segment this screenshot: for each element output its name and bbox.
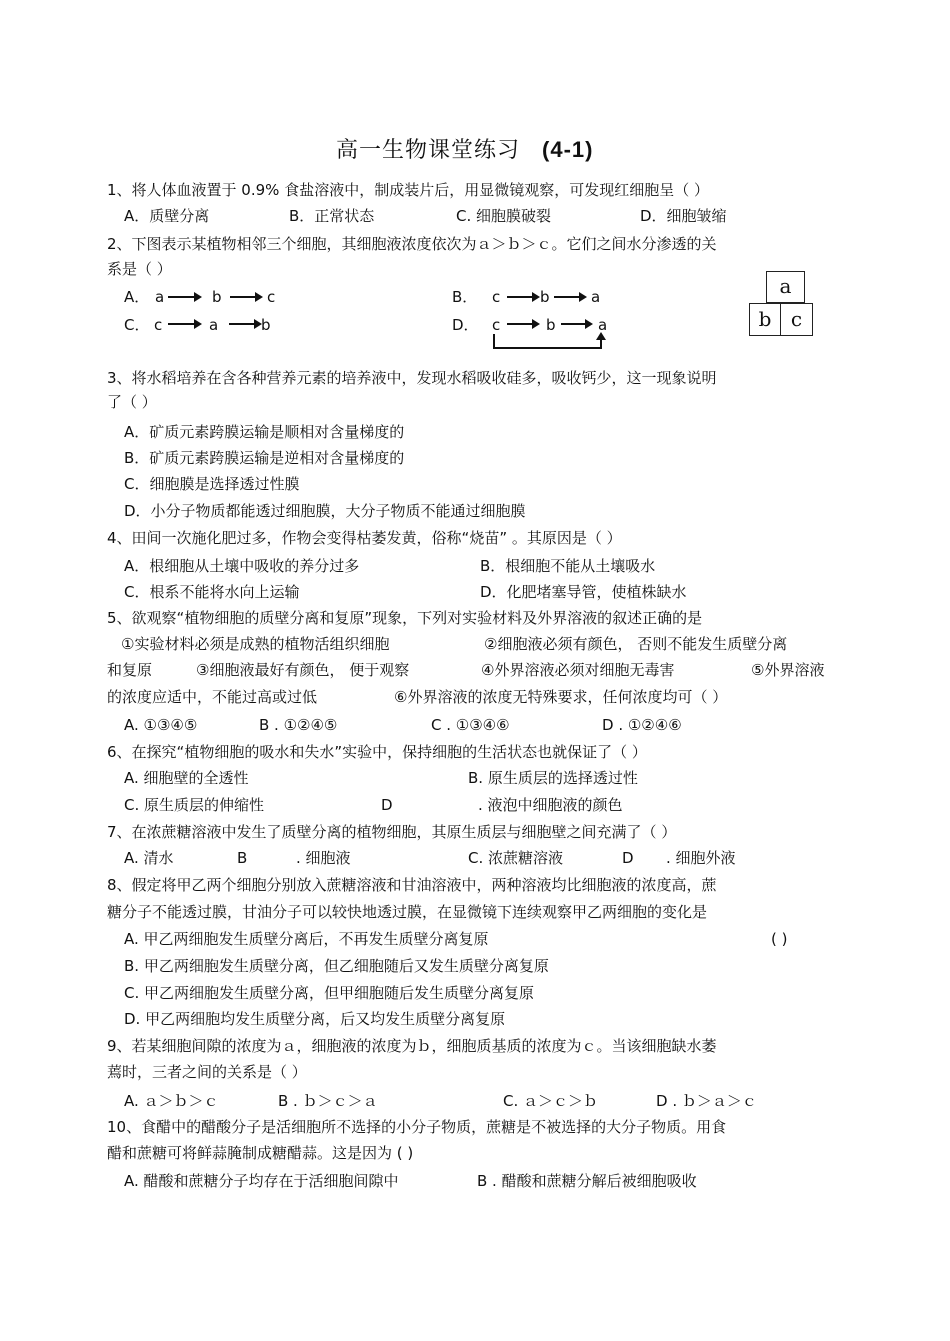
question-7-option-d-label: D bbox=[622, 849, 634, 867]
question-6-stem: 6、在探究“植物细胞的吸水和失水”实验中，保持细胞的生活状态也就保证了（ ） bbox=[107, 743, 647, 761]
question-7-option-b: . 细胞液 bbox=[296, 849, 351, 867]
question-9-option-b: B . ｂ＞ｃ＞ａ bbox=[278, 1092, 378, 1110]
question-5-statement-5-cont: 的浓度应适中，不能过高或过低 bbox=[107, 688, 318, 706]
question-4-option-d: D．化肥堵塞导管，使植株缺水 bbox=[480, 583, 687, 601]
cell-label: b bbox=[546, 316, 556, 334]
question-5-statement-2-cont: 和复原 bbox=[107, 661, 153, 679]
cell-label: c bbox=[492, 288, 501, 306]
question-10-option-b: B . 醋酸和蔗糖分解后被细胞吸收 bbox=[477, 1172, 697, 1190]
question-4-option-b: B．根细胞不能从土壤吸水 bbox=[480, 557, 656, 575]
cell-label: b bbox=[261, 316, 271, 334]
question-3-option-b: B．矿质元素跨膜运输是逆相对含量梯度的 bbox=[124, 449, 405, 467]
question-8-option-b: B. 甲乙两细胞发生质壁分离，但乙细胞随后又发生质壁分离复原 bbox=[124, 957, 549, 975]
arrow-icon bbox=[230, 296, 256, 298]
bracket-line bbox=[493, 334, 495, 348]
option-label: A． bbox=[124, 288, 150, 306]
cell-label: b bbox=[540, 288, 550, 306]
question-10-stem-line-1: 10、食醋中的醋酸分子是活细胞所不选择的小分子物质，蔗糖是不被选择的大分子物质。用食 bbox=[107, 1118, 727, 1136]
cell-label: a bbox=[591, 288, 601, 306]
question-3-option-d: D．小分子物质都能透过细胞膜，大分子物质不能通过细胞膜 bbox=[124, 502, 526, 520]
arrow-icon bbox=[507, 296, 533, 298]
question-5-statement-6: ⑥外界溶液的浓度无特殊要求，任何浓度均可（ ） bbox=[394, 688, 728, 706]
question-5-option-c: C . ①③④⑥ bbox=[431, 716, 510, 734]
question-1-option-c: C. 细胞膜破裂 bbox=[456, 207, 552, 225]
question-3-stem-line-1: 3、将水稻培养在含各种营养元素的培养液中，发现水稻吸收硅多，吸收钙少，这一现象说明 bbox=[107, 369, 717, 387]
question-4-option-c: C．根系不能将水向上运输 bbox=[124, 583, 300, 601]
question-5-stem: 5、欲观察“植物细胞的质壁分离和复原”现象，下列对实验材料及外界溶液的叙述正确的是 bbox=[107, 609, 703, 627]
cell-label: a bbox=[209, 316, 219, 334]
question-1-stem: 1、将人体血液置于 0.9% 食盐溶液中，制成装片后，用显微镜观察，可发现红细胞呈（ ） bbox=[107, 181, 709, 199]
question-8-option-d: D. 甲乙两细胞均发生质壁分离，后又均发生质壁分离复原 bbox=[124, 1010, 506, 1028]
cell-label: a bbox=[598, 316, 608, 334]
question-1-option-a: A．质壁分离 bbox=[124, 207, 210, 225]
arrow-icon bbox=[561, 323, 586, 325]
question-4-stem: 4、田间一次施化肥过多，作物会变得枯萎发黄，俗称“烧苗” 。其原因是（ ） bbox=[107, 529, 622, 547]
question-8-option-a: A. 甲乙两细胞发生质壁分离后，不再发生质壁分离复原 bbox=[124, 930, 489, 948]
question-4-option-a: A．根细胞从土壤中吸收的养分过多 bbox=[124, 557, 360, 575]
question-7-option-a: A. 清水 bbox=[124, 849, 174, 867]
question-7-stem: 7、在浓蔗糖溶液中发生了质壁分离的植物细胞，其原生质层与细胞壁之间充满了（ ） bbox=[107, 823, 677, 841]
question-8-option-c: C. 甲乙两细胞发生质壁分离，但甲细胞随后发生质壁分离复原 bbox=[124, 984, 535, 1002]
question-3-stem-line-2: 了（ ） bbox=[107, 393, 157, 411]
option-label: B． bbox=[452, 288, 478, 306]
question-5-option-d: D . ①②④⑥ bbox=[602, 716, 682, 734]
question-9-option-d: D . ｂ＞ａ＞ｃ bbox=[656, 1092, 757, 1110]
question-2-stem-line-1: 2、下图表示某植物相邻三个细胞，其细胞液浓度依次为ａ＞ｂ＞ｃ。它们之间水分渗透的关 bbox=[107, 235, 717, 253]
cell-a-box: a bbox=[766, 271, 805, 303]
question-5-statement-3: ③细胞液最好有颜色， 便于观察 bbox=[196, 661, 410, 679]
title-code: (4-1) bbox=[542, 137, 594, 162]
arrow-icon bbox=[168, 296, 195, 298]
question-6-option-a: A. 细胞壁的全透性 bbox=[124, 769, 249, 787]
question-2-stem-line-2: 系是（ ） bbox=[107, 260, 172, 278]
question-6-option-d-label: D bbox=[381, 796, 393, 814]
arrow-icon bbox=[229, 323, 255, 325]
question-8-answer-blank: ( ) bbox=[771, 930, 788, 948]
arrow-icon bbox=[554, 296, 580, 298]
cell-label: c bbox=[154, 316, 163, 334]
bracket-line bbox=[493, 347, 602, 349]
page-title bbox=[336, 136, 593, 165]
cell-label: c bbox=[267, 288, 276, 306]
question-5-statement-2: ②细胞液必须有颜色， 否则不能发生质壁分离 bbox=[484, 635, 788, 653]
question-5-statement-4: ④外界溶液必须对细胞无毒害 bbox=[481, 661, 675, 679]
question-6-option-c: C. 原生质层的伸缩性 bbox=[124, 796, 265, 814]
cell-label: c bbox=[492, 316, 501, 334]
option-label: D． bbox=[452, 316, 479, 334]
cell-c-box: c bbox=[780, 303, 813, 336]
question-6-option-d: . 液泡中细胞液的颜色 bbox=[478, 796, 623, 814]
cell-label: b bbox=[212, 288, 222, 306]
question-5-statement-1: ①实验材料必须是成熟的植物活组织细胞 bbox=[121, 635, 390, 653]
question-9-stem-line-2: 蔫时，三者之间的关系是（ ） bbox=[107, 1063, 307, 1081]
question-7-option-c: C. 浓蔗糖溶液 bbox=[468, 849, 564, 867]
option-label: C． bbox=[124, 316, 150, 334]
question-3-option-c: C．细胞膜是选择透过性膜 bbox=[124, 475, 300, 493]
question-5-option-a: A. ①③④⑤ bbox=[124, 716, 198, 734]
title-text: 高一生物课堂练习 bbox=[336, 138, 521, 163]
question-5-statement-5: ⑤外界溶液 bbox=[751, 661, 825, 679]
question-3-option-a: A．矿质元素跨膜运输是顺相对含量梯度的 bbox=[124, 423, 405, 441]
question-8-stem-line-1: 8、假定将甲乙两个细胞分别放入蔗糖溶液和甘油溶液中，两种溶液均比细胞液的浓度高，蔗 bbox=[107, 876, 717, 894]
question-10-option-a: A. 醋酸和蔗糖分子均存在于活细胞间隙中 bbox=[124, 1172, 399, 1190]
question-1-option-b: B．正常状态 bbox=[289, 207, 375, 225]
question-5-option-b: B . ①②④⑤ bbox=[259, 716, 338, 734]
question-10-stem-line-2: 醋和蔗糖可将鲜蒜腌制成糖醋蒜。这是因为 ( ) bbox=[107, 1144, 414, 1162]
cell-label: a bbox=[155, 288, 165, 306]
question-9-option-c: C. ａ＞ｃ＞ｂ bbox=[503, 1092, 599, 1110]
arrow-icon bbox=[507, 323, 533, 325]
cell-b-box: b bbox=[749, 303, 781, 336]
question-7-option-d: . 细胞外液 bbox=[666, 849, 736, 867]
arrow-icon bbox=[168, 323, 195, 325]
question-9-option-a: A. ａ＞ｂ＞ｃ bbox=[124, 1092, 219, 1110]
question-9-stem-line-1: 9、若某细胞间隙的浓度为ａ，细胞液的浓度为ｂ，细胞质基质的浓度为ｃ。当该细胞缺水萎 bbox=[107, 1037, 717, 1055]
question-7-option-b-label: B bbox=[237, 849, 248, 867]
question-1-option-d: D．细胞皱缩 bbox=[640, 207, 727, 225]
question-6-option-b: B. 原生质层的选择透过性 bbox=[468, 769, 638, 787]
question-8-stem-line-2: 糖分子不能透过膜，甘油分子可以较快地透过膜，在显微镜下连续观察甲乙两细胞的变化是 bbox=[107, 903, 708, 921]
arrowhead-up-icon bbox=[596, 332, 606, 340]
